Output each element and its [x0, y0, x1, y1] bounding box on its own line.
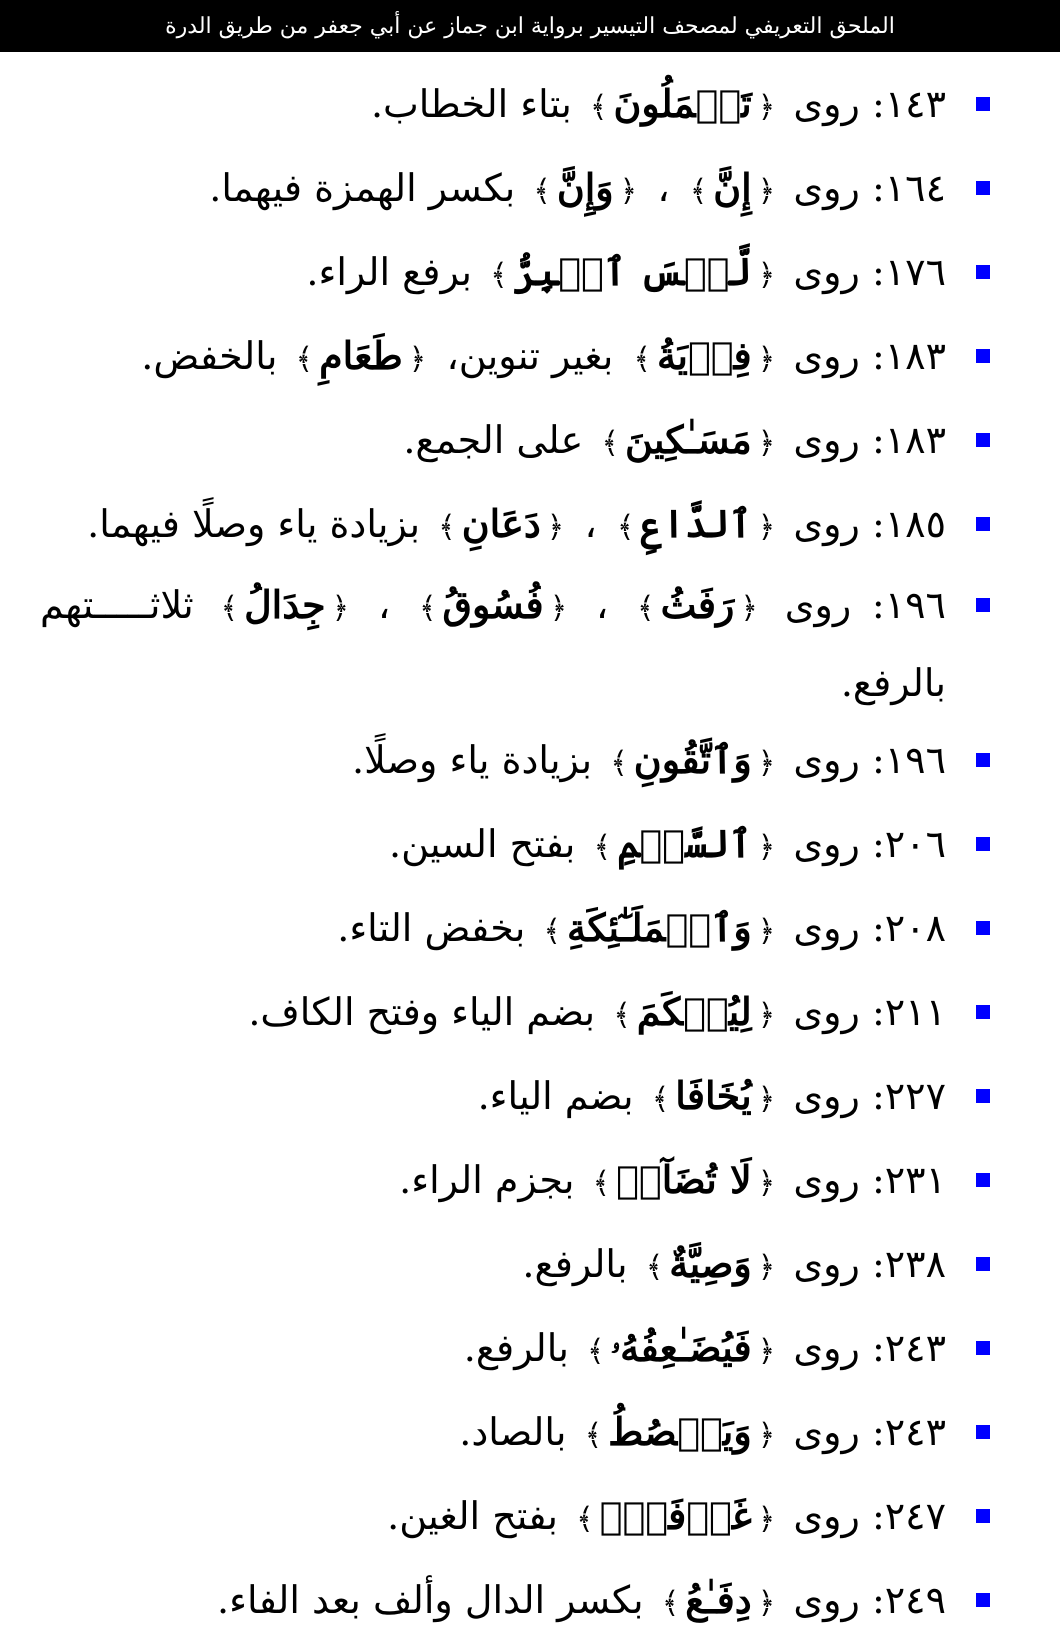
ornament-open-icon: ﴿: [757, 1586, 776, 1621]
ornament-close-icon: ﴾: [633, 342, 651, 377]
square-bullet-icon: [976, 1173, 990, 1187]
ornament-close-icon: ﴾: [592, 1166, 611, 1201]
list-item: [40, 1308, 990, 1392]
rawa-word: روى: [793, 738, 860, 782]
entry-text: [40, 720, 946, 804]
square-bullet-icon: [976, 349, 990, 363]
entry-description: بخفض التاء.: [337, 906, 526, 950]
square-bullet-icon: [976, 598, 990, 612]
ornament-open-icon: ﴿: [757, 914, 776, 949]
ornament-open-icon: ﴿: [757, 90, 776, 125]
ornament-close-icon: ﴾: [645, 1250, 664, 1285]
entry-text: [40, 64, 946, 148]
rawa-word: روى: [793, 502, 860, 546]
entry-text: [40, 568, 946, 720]
verse-number: ٢٤٣:: [871, 1410, 946, 1454]
entry-list: [0, 52, 1060, 1644]
quran-word: [627, 334, 781, 378]
quran-word-text: لَّيۡسَ ٱلۡبِرُّ: [513, 249, 752, 294]
entry-text: [40, 1476, 946, 1560]
ornament-open-icon: ﴿: [408, 342, 427, 377]
entry-text: [40, 1224, 946, 1308]
quran-word-text: يُخَافَا: [675, 1073, 752, 1118]
list-item: [40, 1056, 990, 1140]
rawa-word: روى: [793, 1074, 860, 1118]
square-bullet-icon: [976, 1593, 990, 1607]
verse-number: ١٨٣:: [871, 334, 946, 378]
entry-text: [40, 1392, 946, 1476]
rawa-word: روى: [793, 906, 860, 950]
ornament-close-icon: ﴾: [661, 1586, 680, 1621]
separator: ،: [584, 502, 597, 546]
verse-number: ٢٢٧:: [871, 1074, 946, 1118]
list-item: [40, 804, 990, 888]
quran-word-text: إِنَّ: [713, 165, 752, 210]
quran-word: [684, 166, 782, 210]
list-item: [40, 1476, 990, 1560]
quran-word-text: وَٱلۡمَلَـٰٓئِكَةِ: [567, 905, 752, 950]
entry-description: بضم الياء.: [477, 1074, 634, 1118]
entry-description: بجزم الراء.: [399, 1158, 575, 1202]
header-title: الملحق التعريفي لمصحف التيسير برواية ابن جماز عن أبي جعفر من طريق الدرة: [165, 13, 895, 39]
square-bullet-icon: [976, 181, 990, 195]
ornament-open-icon: ﴿: [740, 591, 758, 626]
rawa-word: روى: [793, 1326, 860, 1370]
square-bullet-icon: [976, 517, 990, 531]
ornament-close-icon: ﴾: [576, 1502, 594, 1537]
quran-word-text: لَا تُضَآرۡ: [616, 1157, 752, 1202]
entry-text: [40, 1308, 946, 1392]
entry-description: بكسر الهمزة فيهما.: [209, 166, 516, 210]
quran-word: [587, 1158, 782, 1202]
rawa-word: روى: [793, 1410, 860, 1454]
list-item: [40, 972, 990, 1056]
quran-word: [656, 1578, 782, 1622]
entry-text: [40, 316, 946, 400]
ornament-open-icon: ﴿: [757, 830, 776, 865]
entry-description: بضم الياء وفتح الكاف.: [248, 990, 596, 1034]
entry-description: بالخفض.: [141, 334, 278, 378]
quran-word-text: وَٱتَّقُونِ: [633, 737, 752, 782]
ornament-close-icon: ﴾: [637, 591, 655, 626]
ornament-close-icon: ﴾: [438, 510, 456, 545]
quran-word: [595, 418, 781, 462]
ornament-open-icon: ﴿: [757, 1082, 776, 1117]
list-item: [40, 568, 990, 720]
entry-text: [40, 972, 946, 1056]
separator: ،: [657, 166, 670, 210]
verse-number: ١٤٣:: [871, 82, 946, 126]
quran-word: [607, 990, 781, 1034]
quran-word-text: ٱلسَّلۡمِ: [617, 821, 752, 866]
rawa-word: روى: [793, 822, 860, 866]
list-item: [40, 400, 990, 484]
rawa-word: روى: [784, 583, 852, 627]
entry-description: بكسر الدال وألف بعد الفاء.: [217, 1578, 644, 1622]
quran-word: [631, 583, 764, 627]
quran-word-text: رَفَثُ: [660, 582, 735, 627]
rawa-word: روى: [793, 1494, 860, 1538]
square-bullet-icon: [976, 433, 990, 447]
quran-word-text: فُسُوقُ: [442, 582, 544, 627]
quran-word: [432, 502, 570, 546]
entry-text: [40, 1056, 946, 1140]
quran-word: [537, 906, 781, 950]
quran-word: [579, 1410, 782, 1454]
list-item: [40, 1140, 990, 1224]
square-bullet-icon: [976, 837, 990, 851]
rawa-word: روى: [793, 334, 860, 378]
quran-word-text: فَيُضَـٰعِفُهُۥ: [610, 1325, 752, 1370]
list-item: [40, 484, 990, 568]
list-item: [40, 232, 990, 316]
quran-word-text: دِفَـٰعُ: [685, 1577, 752, 1622]
list-item: [40, 1224, 990, 1308]
page-header: [0, 0, 1060, 52]
quran-word-text: طَعَامِ: [319, 333, 403, 378]
entry-description: بفتح السين.: [389, 822, 576, 866]
entry-text: [40, 232, 946, 316]
entry-text: [40, 484, 946, 568]
rawa-word: روى: [793, 1578, 860, 1622]
entry-description: بالرفع.: [522, 1242, 628, 1286]
verse-number: ٢٠٨:: [871, 906, 946, 950]
quran-word: [527, 166, 643, 210]
separator: ،: [377, 583, 391, 627]
ornament-open-icon: ﴿: [549, 591, 568, 626]
verse-number: ٢٣٨:: [871, 1242, 946, 1286]
quran-word-text: وَصِيَّةٌ: [669, 1241, 752, 1286]
entry-text: [40, 888, 946, 972]
entry-description: بزيادة ياء وصلًا.: [352, 738, 593, 782]
ornament-open-icon: ﴿: [757, 510, 776, 545]
quran-word: [290, 334, 433, 378]
entry-description: على الجمع.: [403, 418, 584, 462]
ornament-close-icon: ﴾: [601, 426, 619, 461]
entry-text: [40, 400, 946, 484]
rawa-word: روى: [793, 990, 860, 1034]
quran-word-text: مَسَـٰكِينَ: [624, 417, 752, 462]
entry-description: ثلاثـــــتهم بالرفع.: [40, 583, 946, 705]
verse-number: ١٩٦:: [871, 583, 946, 627]
ornament-close-icon: ﴾: [295, 342, 314, 377]
verse-number: ٢٤٧:: [871, 1494, 946, 1538]
rawa-word: روى: [793, 1158, 860, 1202]
ornament-close-icon: ﴾: [589, 90, 608, 125]
list-item: [40, 148, 990, 232]
ornament-open-icon: ﴿: [757, 1334, 776, 1369]
ornament-close-icon: ﴾: [584, 1418, 603, 1453]
entry-text: [40, 148, 946, 232]
ornament-open-icon: ﴿: [757, 258, 776, 293]
rawa-word: روى: [793, 82, 860, 126]
ornament-open-icon: ﴿: [757, 426, 776, 461]
quran-word: [581, 1326, 781, 1370]
rawa-word: روى: [793, 1242, 860, 1286]
ornament-close-icon: ﴾: [418, 591, 437, 626]
verse-number: ١٨٣:: [871, 418, 946, 462]
ornament-open-icon: ﴿: [619, 174, 638, 209]
ornament-close-icon: ﴾: [613, 998, 631, 1033]
entry-description: بالصاد.: [459, 1410, 567, 1454]
rawa-word: روى: [793, 418, 860, 462]
verse-number: ٢٤٣:: [871, 1326, 946, 1370]
list-item: [40, 888, 990, 972]
entry-text: [40, 1560, 946, 1644]
ornament-open-icon: ﴿: [331, 591, 350, 626]
verse-number: ٢٤٩:: [871, 1578, 946, 1622]
entry-description: بالرفع.: [463, 1326, 569, 1370]
square-bullet-icon: [976, 1509, 990, 1523]
quran-word-text: تَعۡمَلُونَ: [613, 81, 752, 126]
square-bullet-icon: [976, 1425, 990, 1439]
quran-word: [604, 738, 781, 782]
entry-description: بفتح الغين.: [387, 1494, 558, 1538]
separator: بغير تنوين،: [446, 334, 614, 378]
ornament-close-icon: ﴾: [689, 174, 708, 209]
ornament-open-icon: ﴿: [546, 510, 565, 545]
rawa-word: روى: [793, 250, 860, 294]
quran-word: [584, 82, 781, 126]
square-bullet-icon: [976, 1341, 990, 1355]
list-item: [40, 720, 990, 804]
quran-word: [214, 583, 355, 627]
verse-number: ٢١١:: [871, 990, 946, 1034]
square-bullet-icon: [976, 1257, 990, 1271]
entry-description: برفع الراء.: [306, 250, 473, 294]
quran-word-text: غَرۡفَةَۢ: [599, 1493, 752, 1538]
verse-number: ٢٣١:: [871, 1158, 946, 1202]
quran-word: [640, 1242, 782, 1286]
quran-word-text: ٱلدَّاعِ: [640, 501, 752, 546]
ornament-open-icon: ﴿: [757, 746, 776, 781]
ornament-open-icon: ﴿: [757, 1502, 776, 1537]
ornament-close-icon: ﴾: [616, 510, 635, 545]
ornament-open-icon: ﴿: [757, 998, 776, 1033]
ornament-open-icon: ﴿: [757, 174, 776, 209]
list-item: [40, 1560, 990, 1644]
quran-word-text: دَعَانِ: [461, 501, 541, 546]
quran-word-text: لِيُحۡكَمَ: [636, 989, 752, 1034]
square-bullet-icon: [976, 265, 990, 279]
ornament-close-icon: ﴾: [587, 1334, 605, 1369]
square-bullet-icon: [976, 97, 990, 111]
square-bullet-icon: [976, 1005, 990, 1019]
verse-number: ١٨٥:: [871, 502, 946, 546]
ornament-open-icon: ﴿: [757, 1166, 776, 1201]
ornament-close-icon: ﴾: [220, 591, 239, 626]
ornament-close-icon: ﴾: [490, 258, 508, 293]
ornament-close-icon: ﴾: [533, 174, 551, 209]
ornament-open-icon: ﴿: [757, 1418, 776, 1453]
quran-word-text: جِدَالُ: [244, 582, 326, 627]
quran-word: [611, 502, 781, 546]
ornament-open-icon: ﴿: [757, 342, 776, 377]
ornament-close-icon: ﴾: [651, 1082, 670, 1117]
entry-description: بزيادة ياء وصلًا فيهما.: [87, 502, 421, 546]
ornament-close-icon: ﴾: [610, 746, 628, 781]
quran-word-text: وَيَبۡصُطُ: [608, 1409, 752, 1454]
list-item: [40, 1392, 990, 1476]
list-item: [40, 64, 990, 148]
quran-word: [413, 583, 573, 627]
verse-number: ١٩٦:: [871, 738, 946, 782]
entry-text: [40, 804, 946, 888]
ornament-close-icon: ﴾: [543, 914, 561, 949]
rawa-word: روى: [793, 166, 860, 210]
quran-word: [646, 1074, 782, 1118]
ornament-close-icon: ﴾: [593, 830, 612, 865]
verse-number: ١٧٦:: [871, 250, 946, 294]
quran-word-text: فِدۡيَةُ: [657, 333, 752, 378]
quran-word: [484, 250, 781, 294]
list-item: [40, 316, 990, 400]
quran-word: [570, 1494, 781, 1538]
quran-word-text: وَإِنَّ: [556, 165, 614, 210]
square-bullet-icon: [976, 753, 990, 767]
square-bullet-icon: [976, 921, 990, 935]
square-bullet-icon: [976, 1089, 990, 1103]
ornament-open-icon: ﴿: [757, 1250, 776, 1285]
quran-word: [587, 822, 781, 866]
entry-description: بتاء الخطاب.: [370, 82, 572, 126]
separator: ،: [596, 583, 609, 627]
verse-number: ٢٠٦:: [871, 822, 946, 866]
entry-text: [40, 1140, 946, 1224]
verse-number: ١٦٤:: [871, 166, 946, 210]
